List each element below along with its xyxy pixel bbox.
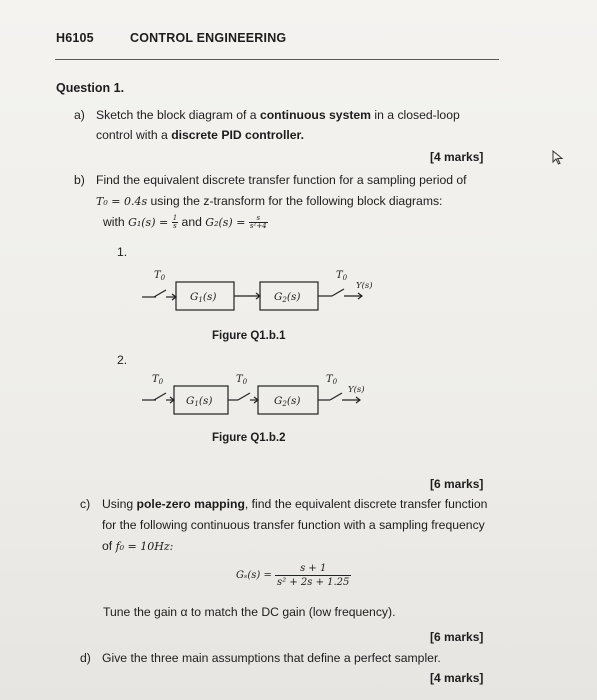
sampling-frequency: f₀ = 10Hz: [115, 540, 174, 553]
part-b-text: with [103, 215, 129, 229]
diagram-item-2-label: 2. [117, 353, 128, 367]
g1-numerator: 1 [172, 214, 178, 223]
g2-denominator: s²+4 [249, 222, 267, 231]
sampler-switch [332, 289, 344, 296]
sampler-label-input: $T_0$ [152, 374, 164, 386]
sampler-switch [154, 290, 166, 297]
part-a-text: in a closed-loop [371, 108, 460, 122]
sampler-label-input: $T_0$ [154, 270, 166, 282]
gs-numerator: s + 1 [275, 562, 351, 576]
part-c-text: , find the equivalent discrete transfer function [244, 497, 488, 511]
sampler-switch [330, 393, 342, 400]
g1-definition: G₁(s) = [128, 216, 172, 229]
mouse-pointer-icon [552, 150, 564, 166]
block-g1-label: G1(s) [190, 291, 217, 304]
part-a-line-2 [96, 127, 304, 143]
block-diagram-q1b2 [140, 370, 390, 430]
block-g2-label: G2(s) [274, 395, 301, 408]
question-title: Question 1. [56, 81, 125, 95]
part-a-text: Sketch the block diagram of a [96, 108, 260, 122]
figure-1-caption: Figure Q1.b.1 [212, 330, 286, 342]
g2-definition: G₂(s) = [205, 216, 249, 229]
gs-lhs: Gₛ(s) = [236, 570, 276, 581]
part-b-line-3 [103, 214, 268, 231]
block-g2-label: G2(s) [274, 291, 301, 304]
course-title: CONTROL ENGINEERING [130, 31, 287, 45]
part-b-marks: [6 marks] [430, 477, 484, 491]
sampler-label-middle: $T_0$ [236, 374, 248, 386]
gs-denominator: s² + 2s + 1.25 [277, 577, 350, 588]
part-c-emphasis: pole-zero mapping [136, 497, 245, 511]
part-b-line-1: Find the equivalent discrete transfer function for a sampling period of [96, 173, 467, 187]
g2-numerator: s [249, 215, 268, 223]
part-c-label: c) [80, 497, 91, 511]
block-diagram-q1b1 [140, 262, 390, 322]
part-b-label: b) [74, 173, 85, 187]
sampler-switch [154, 393, 166, 400]
part-b-line-2 [96, 193, 442, 210]
sampler-label-output: $T_0$ [326, 374, 338, 386]
output-label: Y(s) [348, 385, 365, 395]
part-d-marks: [4 marks] [430, 671, 484, 685]
part-c-line-3 [102, 538, 173, 555]
course-code: H6105 [56, 31, 94, 45]
gs-fraction [275, 562, 351, 589]
header-divider [55, 59, 499, 60]
output-label: Y(s) [356, 281, 373, 291]
part-d-text: Give the three main assumptions that define a perfect sampler. [102, 651, 441, 665]
gs-equation [236, 562, 351, 589]
part-c-line-1 [102, 496, 487, 512]
sampling-period: T₀ = 0.4s [96, 195, 148, 208]
sampler-switch [238, 393, 250, 400]
g2-fraction [249, 215, 268, 230]
part-c-text: of [102, 539, 116, 553]
g1-denominator: s [173, 222, 177, 231]
part-a-label: a) [74, 108, 85, 122]
part-a-emphasis: discrete PID controller. [171, 128, 304, 142]
part-c-marks: [6 marks] [430, 630, 484, 644]
part-c-tune-text: Tune the gain α to match the DC gain (low frequency). [103, 605, 396, 619]
block-g1-label: G1(s) [186, 395, 213, 408]
part-a-line-1 [96, 107, 460, 123]
part-a-emphasis: continuous system [259, 108, 372, 122]
part-d-label: d) [80, 651, 91, 665]
sampler-label-output: $T_0$ [336, 270, 348, 282]
part-b-text: and [178, 215, 206, 229]
figure-2-caption: Figure Q1.b.2 [212, 432, 286, 444]
diagram-item-1-label: 1. [117, 245, 128, 259]
part-b-text: using the z-transform for the following block diagrams: [147, 194, 443, 208]
part-a-marks: [4 marks] [430, 150, 484, 164]
part-c-text: Using [102, 497, 137, 511]
part-c-line-2: for the following continuous transfer function with a sampling frequency [102, 518, 485, 532]
part-a-text: control with a [96, 128, 172, 142]
